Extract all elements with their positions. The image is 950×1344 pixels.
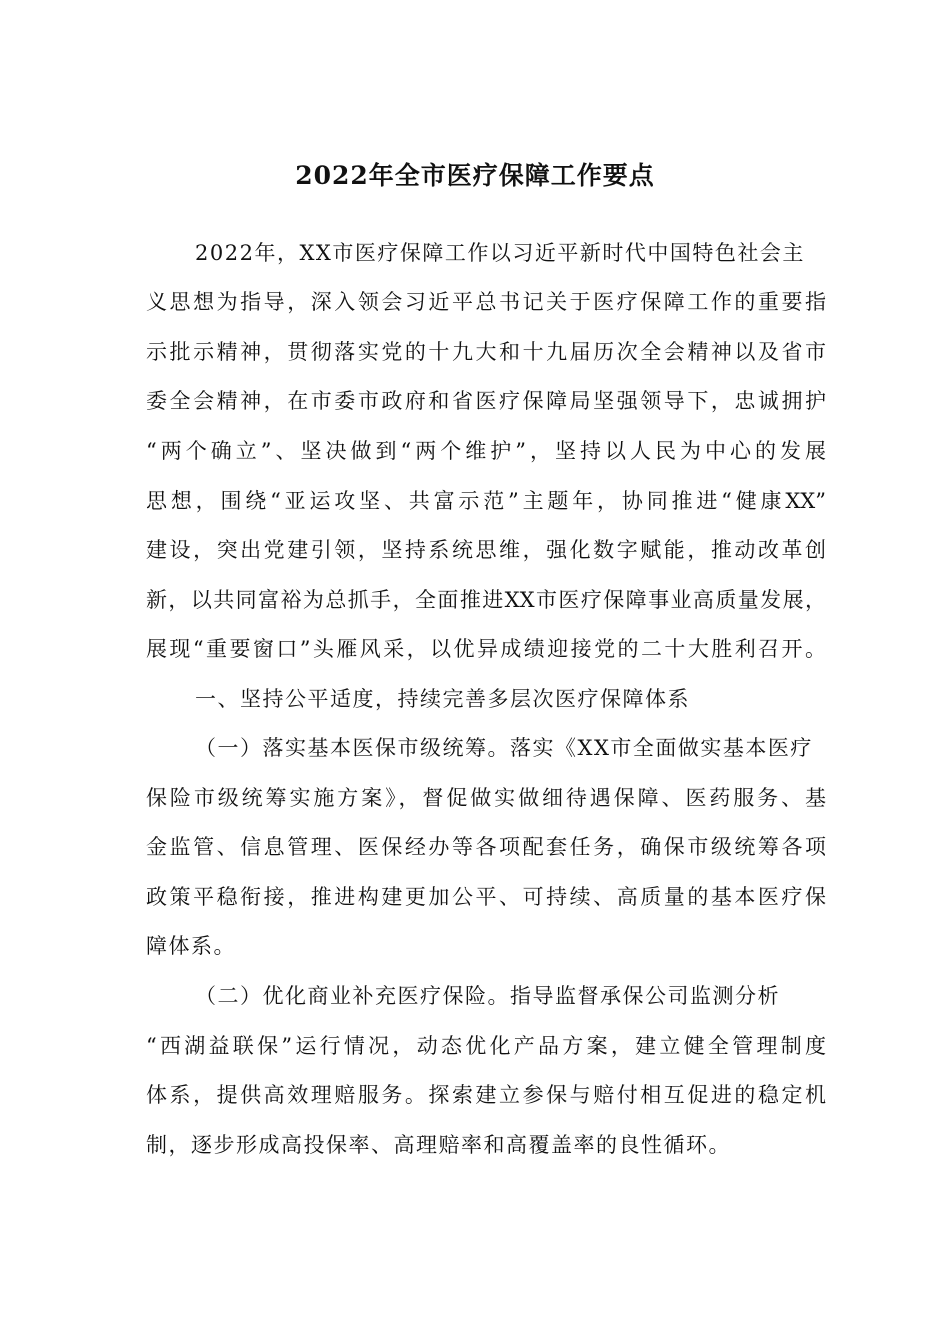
item2-line-3: 体系，提供高效理赔服务。探索建立参保与赔付相互促进的稳定机 — [146, 1083, 826, 1107]
intro-line-6: 思想，围绕“亚运攻坚、共富示范”主题年，协同推进“健康XX” — [146, 489, 826, 513]
intro-line-9: 展现“重要窗口”头雁风采，以优异成绩迎接党的二十大胜利召开。 — [146, 637, 826, 661]
item2-line-1: （二）优化商业补充医疗保险。指导监督承保公司监测分析 — [195, 984, 780, 1008]
item1-line-4: 政策平稳衔接，推进构建更加公平、可持续、高质量的基本医疗保 — [146, 885, 826, 909]
intro-line-2: 义思想为指导，深入领会习近平总书记关于医疗保障工作的重要指 — [146, 290, 826, 314]
intro-line-3: 示批示精神，贯彻落实党的十九大和十九届历次全会精神以及省市 — [146, 340, 826, 364]
item1-line-5: 障体系。 — [146, 934, 236, 958]
item2-line-2: “西湖益联保”运行情况，动态优化产品方案，建立健全管理制度 — [146, 1034, 826, 1058]
intro-line-5: “两个确立”、坚决做到“两个维护”，坚持以人民为中心的发展 — [146, 439, 826, 463]
intro-line-4: 委全会精神，在市委市政府和省医疗保障局坚强领导下，忠诚拥护 — [146, 389, 826, 413]
intro-line-1: 2022年，XX市医疗保障工作以习近平新时代中国特色社会主 — [195, 241, 805, 265]
item1-line-2: 保险市级统筹实施方案》，督促做实做细待遇保障、医药服务、基 — [146, 786, 826, 810]
section-heading-1: 一、坚持公平适度，持续完善多层次医疗保障体系 — [195, 687, 690, 711]
document-title: 2022年全市医疗保障工作要点 — [295, 161, 655, 190]
item1-line-1: （一）落实基本医保市级统筹。落实《XX市全面做实基本医疗 — [195, 736, 813, 760]
intro-line-7: 建设，突出党建引领，坚持系统思维，强化数字赋能，推动改革创 — [146, 538, 826, 562]
item2-line-4: 制，逐步形成高投保率、高理赔率和高覆盖率的良性循环。 — [146, 1133, 731, 1157]
item1-line-3: 金监管、信息管理、医保经办等各项配套任务，确保市级统筹各项 — [146, 835, 826, 859]
intro-line-8: 新，以共同富裕为总抓手，全面推进XX市医疗保障事业高质量发展， — [146, 588, 826, 612]
